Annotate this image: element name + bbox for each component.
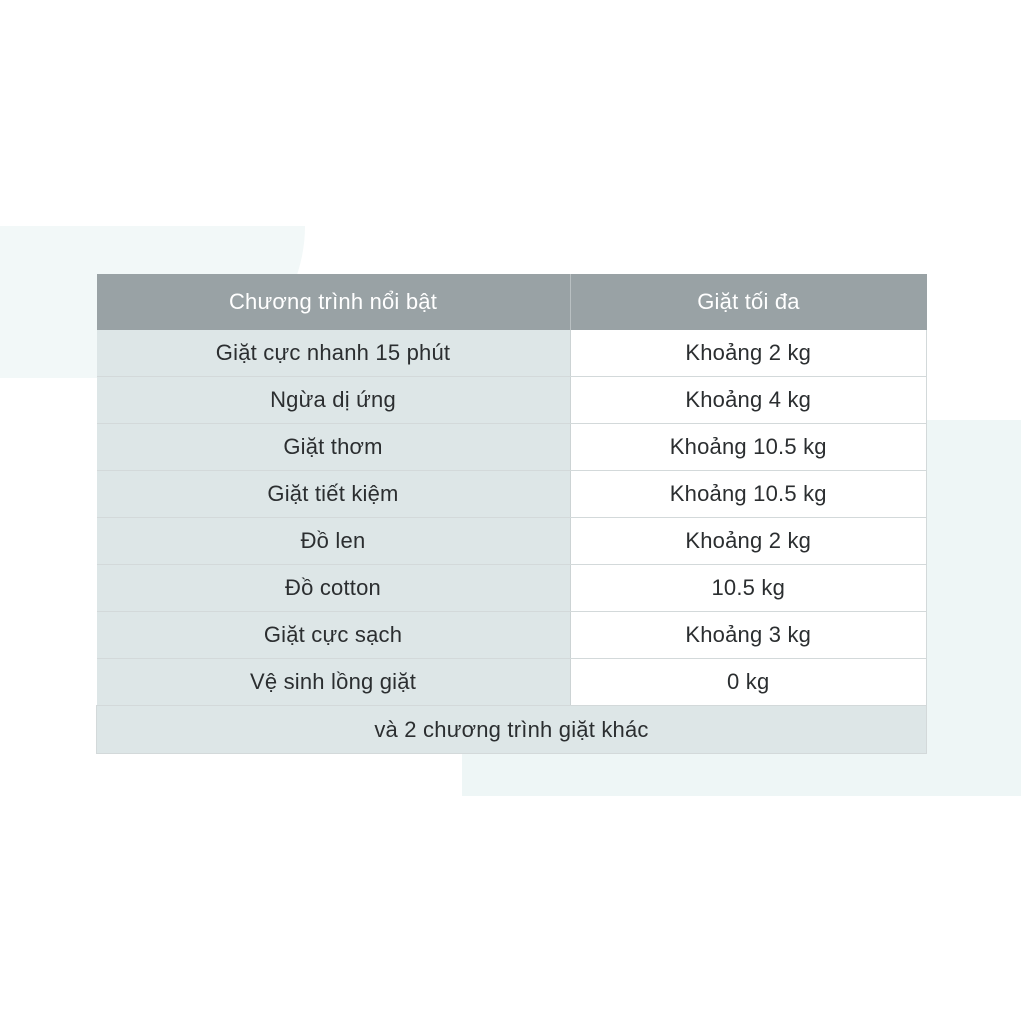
program-cell: Giặt thơm (97, 424, 571, 471)
table-row (97, 377, 927, 424)
capacity-cell: Khoảng 4 kg (570, 377, 927, 424)
program-cell: Đồ cotton (97, 565, 571, 612)
table-row (97, 659, 927, 706)
program-cell: Giặt tiết kiệm (97, 471, 571, 518)
header-row (97, 274, 927, 330)
table-row (97, 612, 927, 659)
header-capacity: Giặt tối đa (570, 274, 927, 330)
capacity-cell: Khoảng 2 kg (570, 330, 927, 377)
table-row (97, 330, 927, 377)
table-row (97, 424, 927, 471)
other-programs-note: và 2 chương trình giặt khác (97, 706, 927, 754)
program-cell: Giặt cực sạch (97, 612, 571, 659)
table-row (97, 565, 927, 612)
table-body (97, 330, 927, 754)
capacity-cell: 0 kg (570, 659, 927, 706)
capacity-cell: Khoảng 10.5 kg (570, 471, 927, 518)
program-cell: Đồ len (97, 518, 571, 565)
program-cell: Ngừa dị ứng (97, 377, 571, 424)
capacity-cell: Khoảng 10.5 kg (570, 424, 927, 471)
capacity-cell: Khoảng 3 kg (570, 612, 927, 659)
footer-row (97, 706, 927, 754)
table-header (97, 274, 927, 330)
table-row (97, 471, 927, 518)
table-row (97, 518, 927, 565)
washing-programs-table (96, 274, 927, 754)
header-program: Chương trình nổi bật (97, 274, 571, 330)
capacity-cell: Khoảng 2 kg (570, 518, 927, 565)
program-cell: Vệ sinh lồng giặt (97, 659, 571, 706)
capacity-cell: 10.5 kg (570, 565, 927, 612)
program-cell: Giặt cực nhanh 15 phút (97, 330, 571, 377)
